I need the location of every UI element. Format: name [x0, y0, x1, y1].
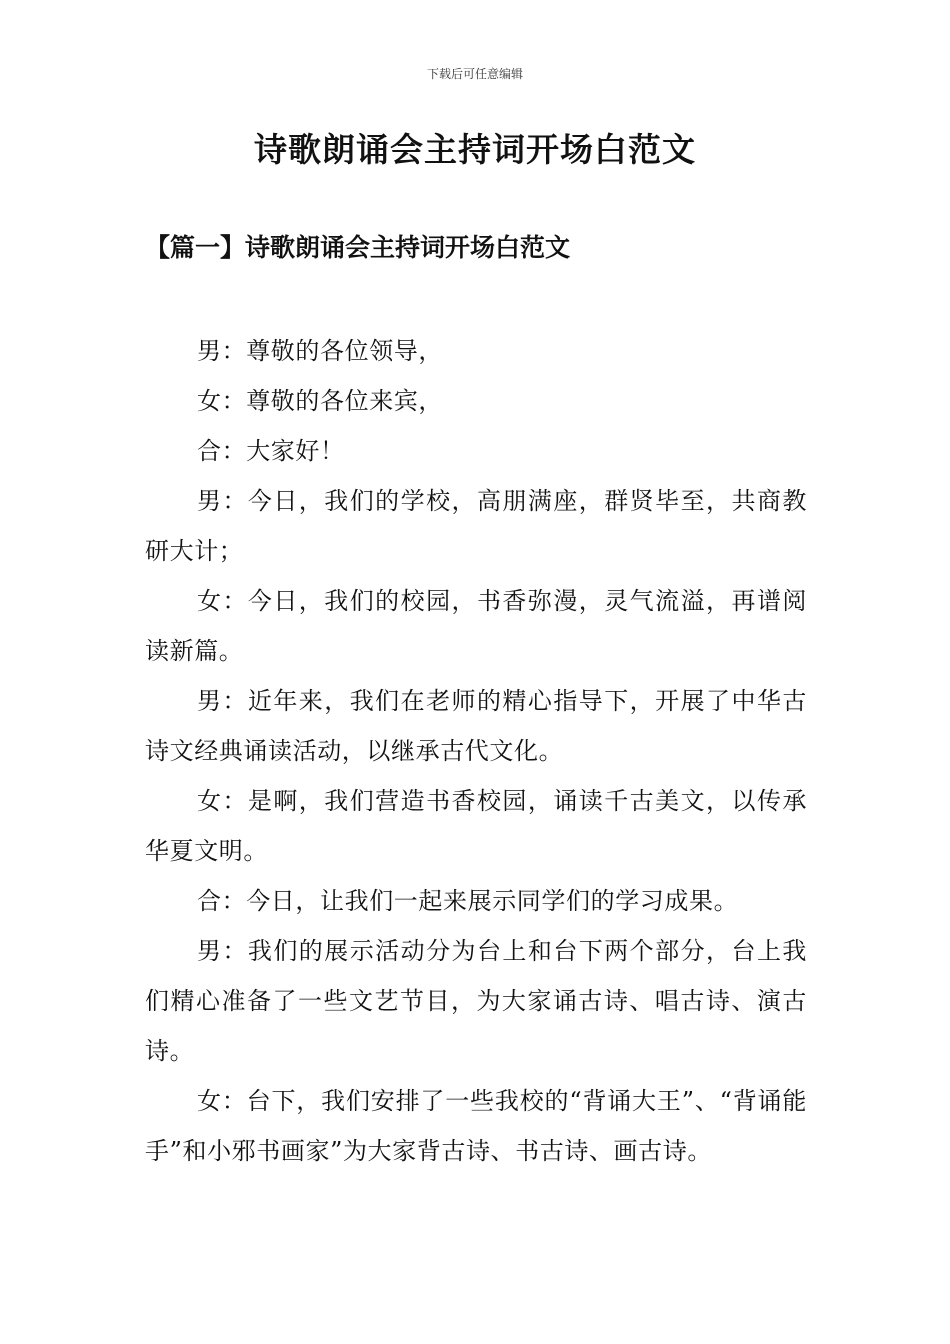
header-note: 下载后可任意编辑	[426, 67, 523, 81]
section-heading: 【篇一】诗歌朗诵会主持词开场白范文	[145, 233, 571, 262]
paragraph: 女：是啊，我们营造书香校园，诵读千古美文，以传承华夏文明。	[145, 787, 807, 865]
document-body	[145, 326, 807, 1176]
paragraph: 合：今日，让我们一起来展示同学们的学习成果。	[197, 887, 739, 915]
document-title: 诗歌朗诵会主持词开场白范文	[254, 130, 696, 169]
paragraph: 合：大家好！	[197, 437, 345, 465]
paragraph: 女：今日，我们的校园，书香弥漫，灵气流溢，再谱阅读新篇。	[145, 587, 807, 665]
paragraph: 男：近年来，我们在老师的精心指导下，开展了中华古诗文经典诵读活动，以继承古代文化。	[145, 687, 807, 765]
paragraph: 女：尊敬的各位来宾，	[197, 387, 443, 415]
paragraph: 男：今日，我们的学校，高朋满座，群贤毕至，共商教研大计；	[145, 487, 807, 565]
paragraph: 女：台下，我们安排了一些我校的“背诵大王”、“背诵能手”和小邪书画家”为大家背古诗、书古诗、画古诗。	[145, 1087, 807, 1165]
paragraph: 男：尊敬的各位领导，	[197, 337, 443, 365]
paragraph: 男：我们的展示活动分为台上和台下两个部分，台上我们精心准备了一些文艺节目，为大家诵古诗、唱古诗、演古诗。	[145, 937, 807, 1065]
